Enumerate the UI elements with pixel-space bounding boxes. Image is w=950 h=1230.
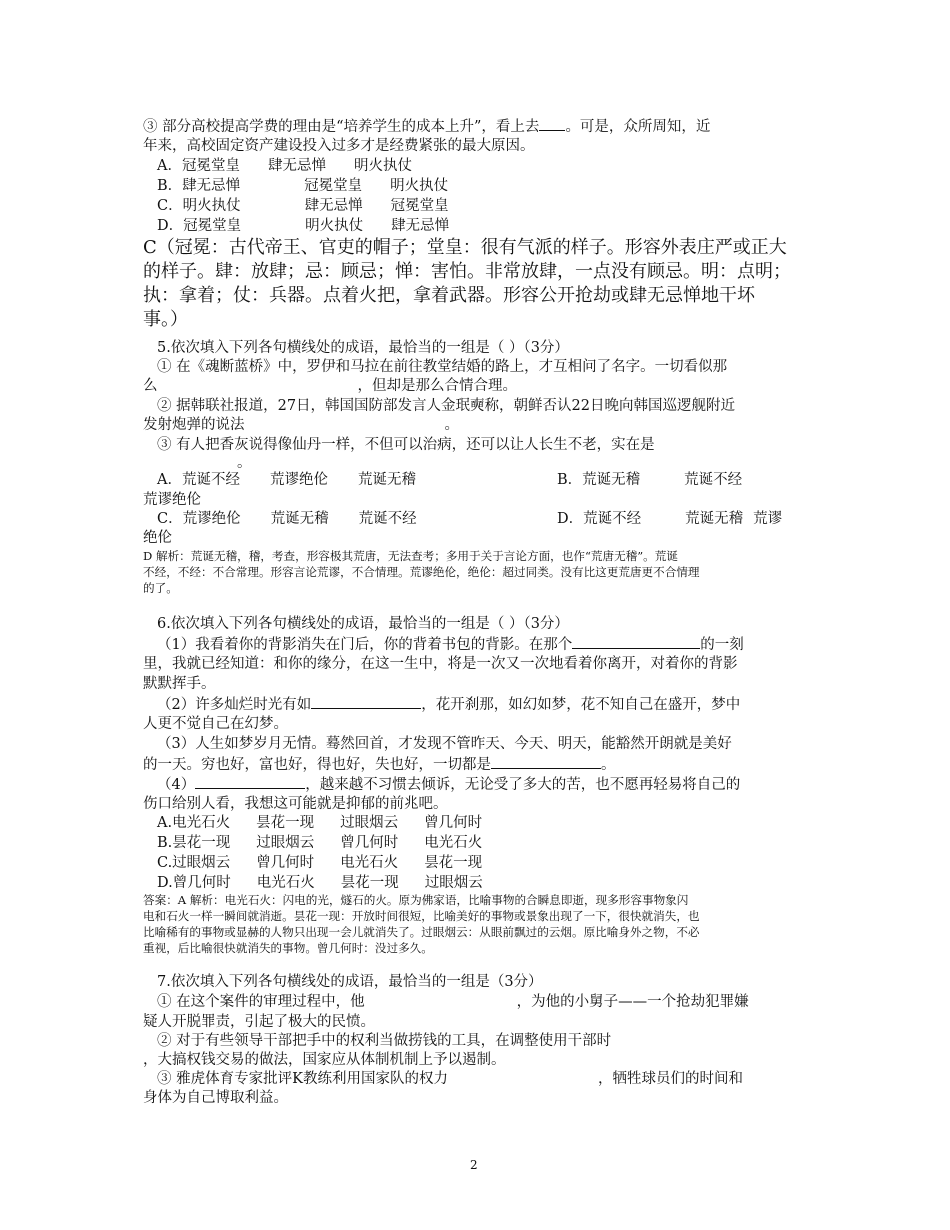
q5-sentence1: ① 在《魂断蓝桥》中，罗伊和马拉在前往教堂结婚的路上，才互相问了名字。一切看似那 [157, 359, 728, 375]
q5-title: 5.依次填入下列各句横线处的成语，最恰当的一组是（ ）（3分） [157, 340, 569, 356]
q6-answer-line3: 比喻稀有的事物或显赫的人物只出现一会儿就消失了。过眼烟云：从眼前飘过的云烟。原比喻身外之物，不必 [143, 925, 700, 939]
q6-sentence3: （3）人生如梦岁月无情。蓦然回首，才发现不管昨天、今天、明天，能豁然开朗就是美好 [157, 736, 732, 752]
q6-option-d: D.曾几何时 电光石火 昙花一现 过眼烟云 [157, 875, 483, 891]
q7-sentence3: ③ 雅虎体育专家批评K教练利用国家队的权力 ，牺牲球员们的时间和 [157, 1071, 743, 1087]
q5-sentence2: ② 据韩联社报道，27日，韩国国防部发言人金珉奭称，朝鲜否认22日晚向韩国巡逻舰附近 [157, 398, 736, 414]
q5-option-b: B．荒诞无稽 荒诞不经 [557, 472, 743, 488]
q5-sentence3-end: 。 [237, 455, 252, 471]
q5-option-a: A．荒诞不经 荒谬绝伦 荒诞无稽 [157, 472, 416, 488]
q6-sentence1-end: 默默挥手。 [143, 676, 216, 692]
q6-answer-line4: 重视，后比喻很快就消失的事物。曾几何时：没过多久。 [143, 941, 433, 955]
q4-answer-line2: 的样子。肆：放肆；忌：顾忌；惮：害怕。非常放肆，一点没有顾忌。明：点明； [143, 261, 791, 282]
q6-sentence4-cont: 伤口给别人看，我想这可能就是抑郁的前兆吧。 [143, 796, 448, 812]
q4-option-b: B．肆无忌惮 冠冕堂皇 明火执仗 [157, 178, 449, 194]
q5-option-b-cont: 荒谬绝伦 [143, 492, 201, 508]
q5-option-c: C．荒谬绝伦 荒诞无稽 荒诞不经 [157, 511, 417, 527]
q4-answer-line1: C（冠冕：古代帝王、官吏的帽子；堂皇：很有气派的样子。形容外表庄严或正大 [143, 237, 787, 258]
q5-sentence2-cont: 发射炮弹的说法 。 [143, 417, 459, 433]
q6-title: 6.依次填入下列各句横线处的成语，最恰当的一组是（ ）（3分） [157, 616, 569, 632]
q7-sentence3-cont: 身体为自己博取利益。 [143, 1090, 288, 1106]
q6-option-b: B.昙花一现 过眼烟云 曾几何时 电光石火 [157, 835, 483, 851]
q4-answer-line4: 事。） [143, 309, 188, 330]
q5-sentence3: ③ 有人把香灰说得像仙丹一样，不但可以治病，还可以让人长生不老，实在是 [157, 437, 655, 453]
q6-answer-line2: 电和石火一样一瞬间就消逝。昙花一现：开放时间很短，比喻美好的事物或景象出现了一下，很快就消失，也 [143, 909, 700, 923]
q5-answer-line3: 的了。 [143, 581, 178, 595]
q7-title: 7.依次填入下列各句横线处的成语，最恰当的一组是（3分） [157, 974, 543, 990]
q4-sentence3: ③ 部分高校提高学费的理由是“培养学生的成本上升”，看上去 。可是，众所周知，近 [143, 116, 710, 137]
q6-sentence2: （2）许多灿烂时光有如 ，花开刹那，如幻如梦，花不知自己在盛开，梦中 [157, 694, 740, 715]
q5-option-d: D．荒诞不经 荒诞无稽 荒谬 [557, 511, 783, 527]
q7-sentence1: ① 在这个案件的审理过程中，他 ，为他的小舅子——一个抢劫犯罪嫌 [157, 994, 749, 1010]
q6-sentence1: （1）我看着你的背影消失在门后，你的背着书包的背影。在那个 的一刻 [157, 634, 744, 655]
q5-option-d-cont: 绝伦 [143, 530, 172, 546]
q4-option-d: D．冠冕堂皇 明火执仗 肆无忌惮 [157, 218, 450, 234]
q7-sentence2-cont: ，大搞权钱交易的做法，国家应从体制机制上予以遏制。 [143, 1052, 506, 1068]
q7-sentence2: ② 对于有些领导干部把手中的权利当做捞钱的工具，在调整使用干部时 [157, 1033, 612, 1049]
q4-option-a: A．冠冕堂皇 肆无忌惮 明火执仗 [157, 158, 412, 174]
page-number: 2 [470, 1158, 478, 1172]
q5-sentence1-cont: 么 ，但却是那么合情合理。 [143, 378, 517, 394]
q7-sentence1-cont: 疑人开脱罪责，引起了极大的民愤。 [143, 1014, 375, 1030]
q6-sentence2-cont: 人更不觉自己在幻梦。 [143, 716, 288, 732]
q6-sentence4: （4） ，越来越不习惯去倾诉，无论受了多大的苦，也不愿再轻易将自己的 [157, 774, 740, 795]
q6-option-a: A.电光石火 昙花一现 过眼烟云 曾几何时 [157, 815, 483, 831]
q4-sentence3-cont: 年来，高校固定资产建设投入过多才是经费紧张的最大原因。 [143, 138, 535, 154]
q6-sentence3-cont: 的一天。穷也好，富也好，得也好，失也好，一切都是 。 [143, 754, 616, 775]
q5-answer-line2: 不经，不经：不合常理。形容言论荒谬，不合情理。荒谬绝伦，绝伦：超过同类。没有比这更荒唐更不合情理 [143, 565, 700, 579]
q5-answer-line1: D 解析：荒诞无稽，稽，考查，形容极其荒唐，无法查考；多用于关于言论方面，也作“荒唐无稽”。荒诞 [143, 549, 678, 563]
q6-sentence1-cont: 里，我就已经知道：和你的缘分，在这一生中，将是一次又一次地看着你离开，对着你的背影 [143, 656, 738, 672]
q6-option-c: C.过眼烟云 曾几何时 电光石火 昙花一现 [157, 855, 483, 871]
q4-answer-line3: 执：拿着；仗：兵器。点着火把，拿着武器。形容公开抢劫或肆无忌惮地干坏 [143, 285, 755, 306]
q4-option-c: C．明火执仗 肆无忌惮 冠冕堂皇 [157, 198, 449, 214]
q6-answer-line1: 答案：A 解析：电光石火：闪电的光，燧石的火。原为佛家语，比喻事物的合瞬息即逝，现多形容事物象闪 [143, 893, 689, 907]
